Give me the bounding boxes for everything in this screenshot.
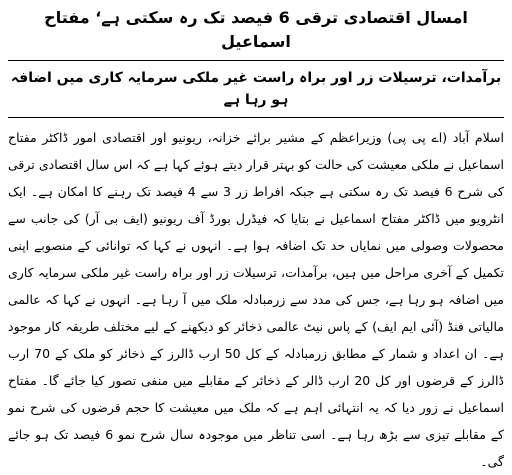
divider-line <box>8 60 504 61</box>
headline: امسال اقتصادی ترقی 6 فیصد تک رہ سکتی ہے‘ مفتاح اسماعیل <box>44 8 468 51</box>
subheadline: برآمدات، ترسیلات زر اور براہ راست غیر ملکی سرمایہ کاری میں اضافہ ہو رہا ہے <box>10 70 502 108</box>
divider-line <box>8 117 504 118</box>
article-body: اسلام آباد (اے پی پی) وزیراعظم کے مشیر برائے خزانہ، ریونیو اور اقتصادی امور ڈاکٹر مفتاح اسماعیل نے ملکی معیشت کی حالت کو بہتر قرار دیتے ہوئے کہا ہے کہ اس سال اقتصادی ترقی کی شرح 6 فیصد تک رہ سکتی ہے جبکہ افراط زر 3 سے 4 فیصد تک رہنے کا امکان ہے۔ ایک انٹرویو میں ڈاکٹر مفتاح اسماعیل نے بتایا کہ فیڈرل بورڈ آف ریونیو (ایف بی آر) کی جانب سے محصولات وصولی میں نمایاں حد تک اضافہ ہوا ہے۔ انہوں نے کہا کہ توانائی کے منصوبے اپنی تکمیل کے آخری مراحل میں ہیں، برآمدات، ترسیلات زر اور براہ راست غیر ملکی سرمایہ کاری میں اضافہ ہو رہا ہے، جس کی مدد سے زرمبادلہ ملک میں آ رہا ہے۔ انہوں نے کہا کہ عالمی مالیاتی فنڈ (آئی ایم ایف) کے پاس نیٹ عالمی ذخائر کو دیکھنے کے لیے مختلف طریقہ کار موجود ہے۔ ان اعداد و شمار کے مطابق زرمبادلہ کے کل 50 ارب ڈالرز کے ذخائر کو ملک کے 70 ارب ڈالرز کے قرضوں اور کل 20 ارب ڈالر کے ذخائر کے مقابلے میں منفی تصور کیا جائے گا۔ مفتاح اسماعیل نے زور دیا کہ یہ انتہائی اہم ہے کہ ملک میں معیشت کا حجم قرضوں کی شرح نمو کے مقابلے تیزی سے بڑھ رہا ہے۔ اسی تناظر میں موجودہ سال شرح نمو 6 فیصد تک ہو جائے گی۔ <box>8 130 504 469</box>
